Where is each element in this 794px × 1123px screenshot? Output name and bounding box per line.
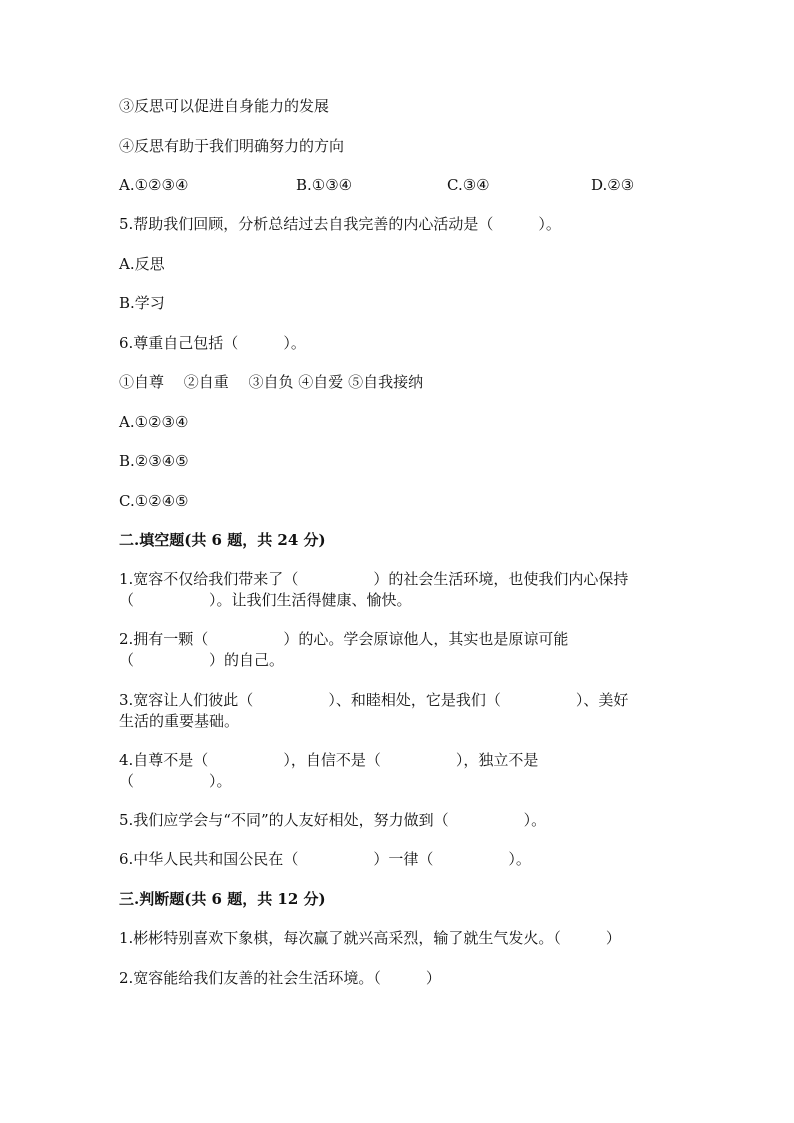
q4-item-4: ④反思有助于我们明确努力的方向 (119, 137, 345, 155)
q4-option-d: D.②③ (591, 176, 635, 194)
fill-q1-line1: 1.宽容不仅给我们带来了（ ）的社会生活环境，也使我们内心保持 (119, 570, 629, 588)
fill-q4-line2: （ ）。 (119, 772, 232, 790)
fill-q2-line2: （ ）的自己。 (119, 651, 285, 669)
fill-q2-line1: 2.拥有一颗（ ）的心。学会原谅他人，其实也是原谅可能 (119, 630, 569, 648)
fill-q3-line2: 生活的重要基础。 (119, 712, 240, 730)
q6-option-b: B.②③④⑤ (119, 452, 189, 470)
q5-option-b: B.学习 (119, 294, 165, 312)
q6-option-c: C.①②④⑤ (119, 492, 189, 510)
q4-item-3: ③反思可以促进自身能力的发展 (119, 97, 330, 115)
q6-option-a: A.①②③④ (119, 413, 189, 431)
fill-q5: 5.我们应学会与“不同”的人友好相处，努力做到（ ）。 (119, 811, 547, 829)
q4-option-c: C.③④ (447, 176, 490, 194)
q5-stem: 5.帮助我们回顾，分析总结过去自我完善的内心活动是（ ）。 (119, 215, 561, 233)
judge-q2: 2.宽容能给我们友善的社会生活环境。（ ） (119, 969, 441, 987)
fill-q1-line2: （ ）。让我们生活得健康、愉快。 (119, 591, 412, 609)
q4-option-b: B.①③④ (296, 176, 353, 194)
section-2-heading: 二.填空题(共 6 题，共 24 分) (119, 531, 326, 549)
q4-option-a: A.①②③④ (119, 176, 189, 194)
section-3-heading: 三.判断题(共 6 题，共 12 分) (119, 890, 326, 908)
judge-q1: 1.彬彬特别喜欢下象棋，每次赢了就兴高采烈，输了就生气发火。（ ） (119, 929, 621, 947)
q5-option-a: A.反思 (119, 255, 165, 273)
fill-q4-line1: 4.自尊不是（ ），自信不是（ ），独立不是 (119, 751, 539, 769)
q6-items: ①自尊 ②自重 ③自负 ④自爱 ⑤自我接纳 (119, 373, 424, 391)
fill-q6: 6.中华人民共和国公民在（ ）一律（ ）。 (119, 850, 531, 868)
q6-stem: 6.尊重自己包括（ ）。 (119, 334, 306, 352)
fill-q3-line1: 3.宽容让人们彼此（ ）、和睦相处，它是我们（ ）、美好 (119, 691, 629, 709)
